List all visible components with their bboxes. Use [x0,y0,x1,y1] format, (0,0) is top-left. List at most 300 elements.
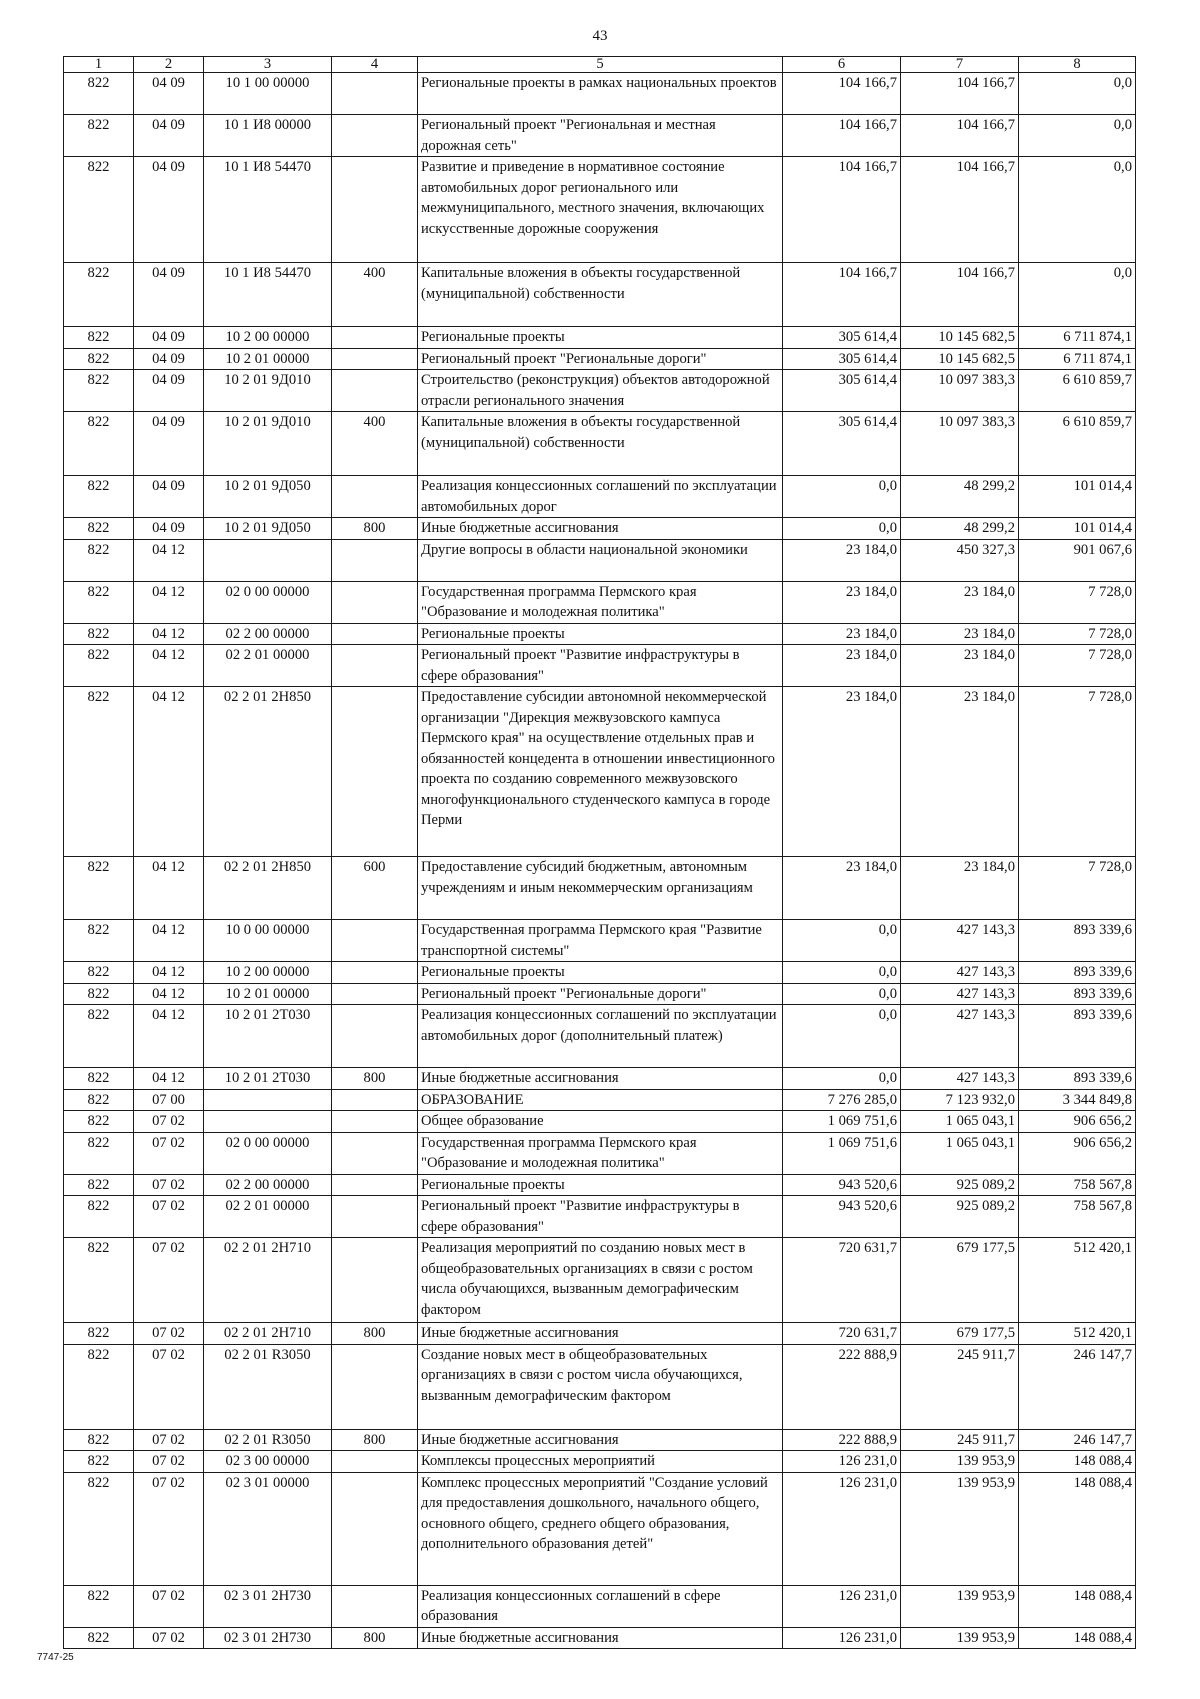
target-article-cell: 02 3 00 00000 [204,1451,332,1473]
amount-col7-cell: 679 177,5 [901,1323,1019,1345]
column-header: 6 [783,57,901,73]
agency-code-cell: 822 [64,412,134,476]
description-cell: ОБРАЗОВАНИЕ [418,1089,783,1111]
amount-col7-cell: 10 097 383,3 [901,412,1019,476]
agency-code-cell: 822 [64,115,134,157]
table-row [64,1627,1136,1649]
amount-col8-cell: 893 339,6 [1019,920,1136,962]
target-article-cell: 02 2 01 2Н710 [204,1238,332,1323]
amount-col8-cell: 6 711 874,1 [1019,327,1136,349]
target-article-cell: 10 1 И8 00000 [204,115,332,157]
table-row [64,581,1136,623]
agency-code-cell: 822 [64,1344,134,1429]
amount-col7-cell: 10 145 682,5 [901,327,1019,349]
amount-col6-cell: 126 231,0 [783,1472,901,1585]
amount-col7-cell: 450 327,3 [901,539,1019,581]
amount-col7-cell: 139 953,9 [901,1472,1019,1585]
table-row [64,348,1136,370]
section-code-cell: 07 02 [134,1238,204,1323]
target-article-cell: 02 2 01 R3050 [204,1429,332,1451]
target-article-cell: 02 2 01 2Н850 [204,687,332,857]
table-row [64,1344,1136,1429]
section-code-cell: 07 02 [134,1323,204,1345]
target-article-cell: 10 2 00 00000 [204,962,332,984]
amount-col8-cell: 148 088,4 [1019,1585,1136,1627]
amount-col8-cell: 0,0 [1019,115,1136,157]
table-row [64,1238,1136,1323]
expense-type-cell [332,348,418,370]
description-cell: Государственная программа Пермского края "Образование и молодежная политика" [418,1132,783,1174]
expense-type-cell [332,1344,418,1429]
expense-type-cell [332,1111,418,1133]
description-cell: Региональные проекты [418,1174,783,1196]
target-article-cell: 02 3 01 2Н730 [204,1585,332,1627]
amount-col8-cell: 101 014,4 [1019,518,1136,540]
amount-col6-cell: 222 888,9 [783,1344,901,1429]
amount-col8-cell: 148 088,4 [1019,1472,1136,1585]
amount-col8-cell: 512 420,1 [1019,1238,1136,1323]
description-cell: Региональный проект "Развитие инфраструктуры в сфере образования" [418,645,783,687]
amount-col7-cell: 427 143,3 [901,1068,1019,1090]
amount-col8-cell: 893 339,6 [1019,1068,1136,1090]
amount-col7-cell: 10 145 682,5 [901,348,1019,370]
description-cell: Комплекс процессных мероприятий "Создание условий для предоставления дошкольного, начального общего, основного общего, среднего общего образования, дополнительного образования детей" [418,1472,783,1585]
target-article-cell: 10 2 01 00000 [204,348,332,370]
table-row [64,1585,1136,1627]
amount-col6-cell: 0,0 [783,962,901,984]
section-code-cell: 07 00 [134,1089,204,1111]
page-number: 43 [592,28,608,44]
agency-code-cell: 822 [64,327,134,349]
table-row [64,920,1136,962]
section-code-cell: 04 12 [134,857,204,920]
amount-col7-cell: 1 065 043,1 [901,1132,1019,1174]
section-code-cell: 07 02 [134,1344,204,1429]
amount-col8-cell: 758 567,8 [1019,1196,1136,1238]
target-article-cell: 10 2 01 9Д050 [204,518,332,540]
section-code-cell: 04 12 [134,687,204,857]
amount-col6-cell: 23 184,0 [783,645,901,687]
table-row [64,115,1136,157]
table-row [64,1323,1136,1345]
expense-type-cell: 400 [332,263,418,327]
amount-col6-cell: 720 631,7 [783,1323,901,1345]
amount-col8-cell: 7 728,0 [1019,645,1136,687]
description-cell: Региональные проекты [418,623,783,645]
amount-col7-cell: 48 299,2 [901,518,1019,540]
section-code-cell: 07 02 [134,1132,204,1174]
amount-col6-cell: 305 614,4 [783,370,901,412]
table-row [64,623,1136,645]
amount-col6-cell: 104 166,7 [783,115,901,157]
amount-col8-cell: 6 610 859,7 [1019,412,1136,476]
section-code-cell: 07 02 [134,1472,204,1585]
agency-code-cell: 822 [64,1089,134,1111]
column-header: 3 [204,57,332,73]
description-cell: Реализация концессионных соглашений по эксплуатации автомобильных дорог (дополнительный платеж) [418,1005,783,1068]
expense-type-cell [332,983,418,1005]
amount-col7-cell: 104 166,7 [901,115,1019,157]
expense-type-cell: 400 [332,412,418,476]
expense-type-cell [332,1238,418,1323]
section-code-cell: 04 09 [134,476,204,518]
target-article-cell: 02 0 00 00000 [204,581,332,623]
expense-type-cell [332,1089,418,1111]
agency-code-cell: 822 [64,1005,134,1068]
table-row [64,1111,1136,1133]
agency-code-cell: 822 [64,1472,134,1585]
table-row [64,263,1136,327]
amount-col7-cell: 925 089,2 [901,1196,1019,1238]
amount-col7-cell: 48 299,2 [901,476,1019,518]
section-code-cell: 04 09 [134,327,204,349]
section-code-cell: 04 12 [134,1005,204,1068]
amount-col7-cell: 104 166,7 [901,263,1019,327]
expense-type-cell [332,687,418,857]
target-article-cell: 10 2 00 00000 [204,327,332,349]
target-article-cell [204,539,332,581]
amount-col8-cell: 246 147,7 [1019,1429,1136,1451]
description-cell: Региональный проект "Региональные дороги" [418,983,783,1005]
amount-col7-cell: 1 065 043,1 [901,1111,1019,1133]
agency-code-cell: 822 [64,370,134,412]
table-row [64,687,1136,857]
amount-col7-cell: 245 911,7 [901,1429,1019,1451]
expense-type-cell [332,920,418,962]
agency-code-cell: 822 [64,73,134,115]
expense-type-cell [332,1132,418,1174]
expense-type-cell [332,73,418,115]
agency-code-cell: 822 [64,263,134,327]
amount-col8-cell: 893 339,6 [1019,983,1136,1005]
budget-table [63,56,1136,1649]
column-header: 5 [418,57,783,73]
amount-col6-cell: 0,0 [783,518,901,540]
section-code-cell: 04 12 [134,962,204,984]
agency-code-cell: 822 [64,687,134,857]
description-cell: Капитальные вложения в объекты государственной (муниципальной) собственности [418,412,783,476]
table-row [64,539,1136,581]
amount-col7-cell: 23 184,0 [901,857,1019,920]
table-row [64,962,1136,984]
amount-col7-cell: 245 911,7 [901,1344,1019,1429]
description-cell: Иные бюджетные ассигнования [418,1323,783,1345]
amount-col8-cell: 906 656,2 [1019,1111,1136,1133]
target-article-cell: 02 3 01 00000 [204,1472,332,1585]
target-article-cell: 10 1 00 00000 [204,73,332,115]
agency-code-cell: 822 [64,962,134,984]
target-article-cell: 10 1 И8 54470 [204,263,332,327]
table-row [64,1089,1136,1111]
expense-type-cell: 800 [332,1429,418,1451]
target-article-cell: 02 2 01 00000 [204,645,332,687]
amount-col7-cell: 23 184,0 [901,687,1019,857]
agency-code-cell: 822 [64,623,134,645]
amount-col8-cell: 0,0 [1019,157,1136,263]
description-cell: Региональные проекты в рамках национальных проектов [418,73,783,115]
amount-col6-cell: 23 184,0 [783,581,901,623]
amount-col6-cell: 720 631,7 [783,1238,901,1323]
expense-type-cell: 600 [332,857,418,920]
agency-code-cell: 822 [64,1627,134,1649]
table-body [64,73,1136,1649]
target-article-cell [204,1089,332,1111]
expense-type-cell [332,115,418,157]
table-row [64,1472,1136,1585]
amount-col8-cell: 7 728,0 [1019,623,1136,645]
table-row [64,518,1136,540]
description-cell: Предоставление субсидии автономной некоммерческой организации "Дирекция межвузовского кампуса Пермского края" на осуществление отдельных прав и обязанностей концедента в отношении инвестиционного проекта по созданию современного межвузовского многофункционального студенческого кампуса в городе Перми [418,687,783,857]
description-cell: Иные бюджетные ассигнования [418,1068,783,1090]
amount-col6-cell: 222 888,9 [783,1429,901,1451]
amount-col6-cell: 305 614,4 [783,348,901,370]
amount-col7-cell: 427 143,3 [901,1005,1019,1068]
amount-col6-cell: 104 166,7 [783,263,901,327]
section-code-cell: 07 02 [134,1585,204,1627]
target-article-cell: 10 2 01 9Д010 [204,370,332,412]
amount-col8-cell: 101 014,4 [1019,476,1136,518]
amount-col6-cell: 0,0 [783,983,901,1005]
table-row [64,370,1136,412]
description-cell: Региональные проекты [418,962,783,984]
column-header: 2 [134,57,204,73]
expense-type-cell [332,1174,418,1196]
table-row [64,1132,1136,1174]
document-code: 7747-25 [37,1652,74,1663]
amount-col7-cell: 427 143,3 [901,920,1019,962]
table-row [64,1451,1136,1473]
section-code-cell: 07 02 [134,1196,204,1238]
section-code-cell: 04 12 [134,581,204,623]
amount-col6-cell: 23 184,0 [783,687,901,857]
agency-code-cell: 822 [64,1238,134,1323]
expense-type-cell [332,539,418,581]
amount-col8-cell: 7 728,0 [1019,581,1136,623]
expense-type-cell [332,581,418,623]
agency-code-cell: 822 [64,1111,134,1133]
description-cell: Другие вопросы в области национальной экономики [418,539,783,581]
description-cell: Реализация концессионных соглашений по эксплуатации автомобильных дорог [418,476,783,518]
target-article-cell: 10 0 00 00000 [204,920,332,962]
expense-type-cell: 800 [332,1323,418,1345]
section-code-cell: 04 09 [134,412,204,476]
amount-col6-cell: 305 614,4 [783,412,901,476]
amount-col7-cell: 139 953,9 [901,1585,1019,1627]
amount-col6-cell: 126 231,0 [783,1585,901,1627]
description-cell: Общее образование [418,1111,783,1133]
amount-col6-cell: 0,0 [783,1005,901,1068]
amount-col7-cell: 104 166,7 [901,73,1019,115]
table-row [64,857,1136,920]
description-cell: Комплексы процессных мероприятий [418,1451,783,1473]
expense-type-cell [332,370,418,412]
expense-type-cell [332,1005,418,1068]
target-article-cell: 10 2 01 2Т030 [204,1068,332,1090]
description-cell: Строительство (реконструкция) объектов автодорожной отрасли регионального значения [418,370,783,412]
amount-col8-cell: 901 067,6 [1019,539,1136,581]
table-row [64,645,1136,687]
amount-col6-cell: 126 231,0 [783,1627,901,1649]
section-code-cell: 04 12 [134,920,204,962]
section-code-cell: 04 12 [134,623,204,645]
amount-col8-cell: 893 339,6 [1019,1005,1136,1068]
table-row [64,983,1136,1005]
agency-code-cell: 822 [64,1196,134,1238]
amount-col7-cell: 23 184,0 [901,623,1019,645]
column-header-row [64,57,1136,73]
expense-type-cell: 800 [332,518,418,540]
table-row [64,1429,1136,1451]
section-code-cell: 07 02 [134,1451,204,1473]
amount-col8-cell: 7 728,0 [1019,687,1136,857]
agency-code-cell: 822 [64,1068,134,1090]
amount-col7-cell: 10 097 383,3 [901,370,1019,412]
target-article-cell: 10 1 И8 54470 [204,157,332,263]
amount-col6-cell: 126 231,0 [783,1451,901,1473]
amount-col8-cell: 246 147,7 [1019,1344,1136,1429]
description-cell: Иные бюджетные ассигнования [418,1627,783,1649]
target-article-cell: 02 2 00 00000 [204,1174,332,1196]
target-article-cell: 02 2 01 00000 [204,1196,332,1238]
amount-col8-cell: 148 088,4 [1019,1627,1136,1649]
agency-code-cell: 822 [64,518,134,540]
agency-code-cell: 822 [64,1323,134,1345]
section-code-cell: 04 09 [134,263,204,327]
section-code-cell: 04 12 [134,983,204,1005]
table-row [64,327,1136,349]
amount-col8-cell: 893 339,6 [1019,962,1136,984]
agency-code-cell: 822 [64,539,134,581]
section-code-cell: 04 09 [134,348,204,370]
expense-type-cell [332,1451,418,1473]
table-row [64,412,1136,476]
section-code-cell: 07 02 [134,1174,204,1196]
description-cell: Предоставление субсидий бюджетным, автономным учреждениям и иным некоммерческим организациям [418,857,783,920]
amount-col8-cell: 0,0 [1019,73,1136,115]
target-article-cell: 02 2 01 R3050 [204,1344,332,1429]
amount-col8-cell: 0,0 [1019,263,1136,327]
amount-col8-cell: 906 656,2 [1019,1132,1136,1174]
target-article-cell: 10 2 01 9Д050 [204,476,332,518]
expense-type-cell [332,1585,418,1627]
target-article-cell: 10 2 01 2Т030 [204,1005,332,1068]
target-article-cell: 10 2 01 00000 [204,983,332,1005]
amount-col6-cell: 305 614,4 [783,327,901,349]
amount-col7-cell: 679 177,5 [901,1238,1019,1323]
amount-col8-cell: 7 728,0 [1019,857,1136,920]
amount-col7-cell: 427 143,3 [901,983,1019,1005]
section-code-cell: 04 12 [134,1068,204,1090]
table-row [64,73,1136,115]
expense-type-cell [332,962,418,984]
amount-col7-cell: 104 166,7 [901,157,1019,263]
table-row [64,1005,1136,1068]
target-article-cell: 10 2 01 9Д010 [204,412,332,476]
expense-type-cell [332,157,418,263]
expense-type-cell: 800 [332,1068,418,1090]
expense-type-cell [332,327,418,349]
agency-code-cell: 822 [64,983,134,1005]
description-cell: Региональные проекты [418,327,783,349]
description-cell: Региональный проект "Региональные дороги" [418,348,783,370]
expense-type-cell [332,476,418,518]
amount-col8-cell: 148 088,4 [1019,1451,1136,1473]
column-header: 4 [332,57,418,73]
agency-code-cell: 822 [64,1174,134,1196]
section-code-cell: 04 12 [134,645,204,687]
amount-col6-cell: 7 276 285,0 [783,1089,901,1111]
table-row [64,157,1136,263]
amount-col6-cell: 23 184,0 [783,857,901,920]
amount-col8-cell: 512 420,1 [1019,1323,1136,1345]
target-article-cell [204,1111,332,1133]
target-article-cell: 02 2 01 2Н850 [204,857,332,920]
column-header: 8 [1019,57,1136,73]
description-cell: Иные бюджетные ассигнования [418,518,783,540]
amount-col7-cell: 139 953,9 [901,1451,1019,1473]
description-cell: Иные бюджетные ассигнования [418,1429,783,1451]
description-cell: Реализация мероприятий по созданию новых мест в общеобразовательных организациях в связи с ростом числа обучающихся, вызванным демографическим фактором [418,1238,783,1323]
amount-col8-cell: 6 711 874,1 [1019,348,1136,370]
expense-type-cell [332,645,418,687]
amount-col7-cell: 23 184,0 [901,581,1019,623]
amount-col6-cell: 23 184,0 [783,623,901,645]
description-cell: Капитальные вложения в объекты государственной (муниципальной) собственности [418,263,783,327]
section-code-cell: 04 09 [134,73,204,115]
table-row [64,1196,1136,1238]
amount-col6-cell: 0,0 [783,476,901,518]
target-article-cell: 02 2 01 2Н710 [204,1323,332,1345]
agency-code-cell: 822 [64,1585,134,1627]
table-row [64,1068,1136,1090]
section-code-cell: 04 09 [134,157,204,263]
amount-col8-cell: 3 344 849,8 [1019,1089,1136,1111]
target-article-cell: 02 0 00 00000 [204,1132,332,1174]
amount-col7-cell: 23 184,0 [901,645,1019,687]
description-cell: Создание новых мест в общеобразовательных организациях в связи с ростом числа обучающихся, вызванным демографическим фактором [418,1344,783,1429]
amount-col6-cell: 23 184,0 [783,539,901,581]
amount-col7-cell: 925 089,2 [901,1174,1019,1196]
expense-type-cell [332,1472,418,1585]
table-row [64,1174,1136,1196]
amount-col6-cell: 104 166,7 [783,157,901,263]
agency-code-cell: 822 [64,476,134,518]
table-row [64,476,1136,518]
amount-col7-cell: 427 143,3 [901,962,1019,984]
description-cell: Государственная программа Пермского края "Образование и молодежная политика" [418,581,783,623]
agency-code-cell: 822 [64,1429,134,1451]
description-cell: Развитие и приведение в нормативное состояние автомобильных дорог регионального или межмуниципального, местного значения, включающих искусственные дорожные сооружения [418,157,783,263]
expense-type-cell [332,1196,418,1238]
amount-col8-cell: 6 610 859,7 [1019,370,1136,412]
amount-col6-cell: 104 166,7 [783,73,901,115]
amount-col7-cell: 139 953,9 [901,1627,1019,1649]
agency-code-cell: 822 [64,1132,134,1174]
section-code-cell: 07 02 [134,1627,204,1649]
amount-col7-cell: 7 123 932,0 [901,1089,1019,1111]
section-code-cell: 04 09 [134,370,204,412]
agency-code-cell: 822 [64,157,134,263]
amount-col6-cell: 0,0 [783,920,901,962]
description-cell: Государственная программа Пермского края "Развитие транспортной системы" [418,920,783,962]
amount-col6-cell: 1 069 751,6 [783,1132,901,1174]
amount-col6-cell: 0,0 [783,1068,901,1090]
agency-code-cell: 822 [64,857,134,920]
section-code-cell: 04 12 [134,539,204,581]
agency-code-cell: 822 [64,920,134,962]
amount-col6-cell: 1 069 751,6 [783,1111,901,1133]
column-header: 7 [901,57,1019,73]
